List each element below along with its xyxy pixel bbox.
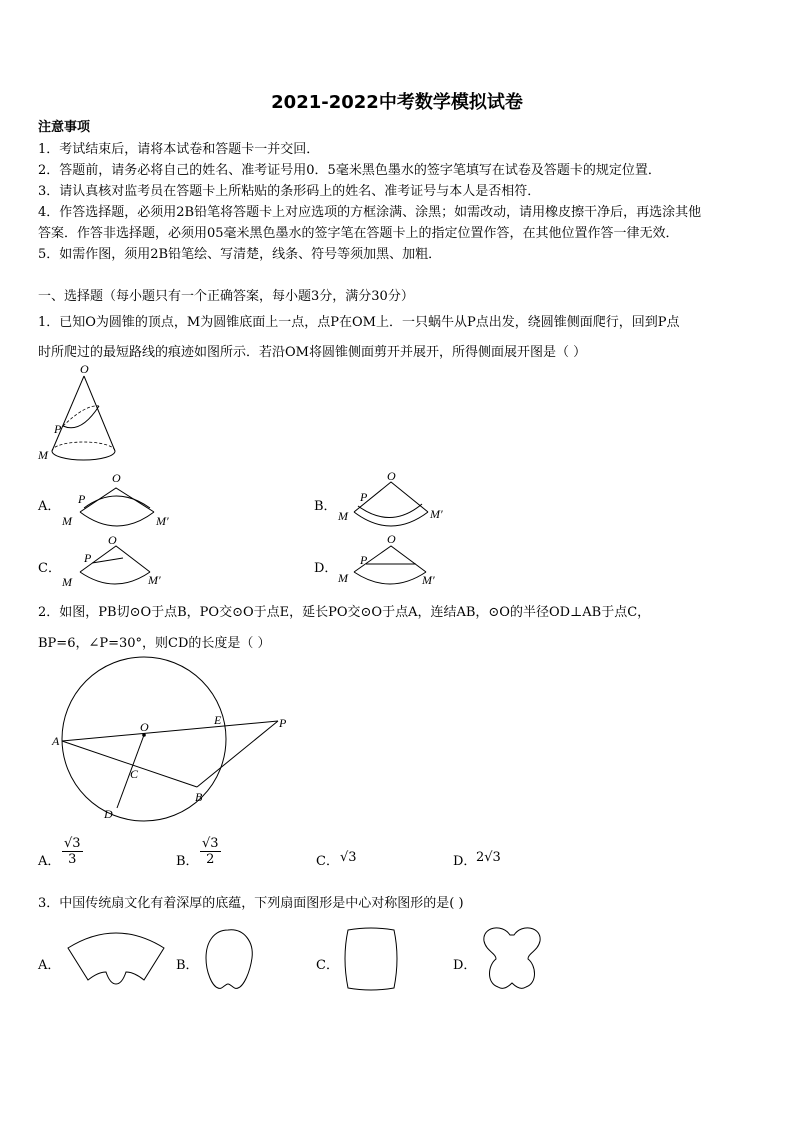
svg-text:P: P [84,551,92,565]
fan-shape-a [64,928,168,988]
svg-text:M′: M′ [430,507,443,521]
fan-shape-b [204,928,256,992]
q3-option-b-label: B． [176,958,199,973]
notice-heading: 注意事项 [38,120,91,135]
label-m: M [38,448,48,462]
cone-figure [36,362,116,470]
svg-text:C: C [130,767,139,781]
svg-text:P: P [360,553,368,567]
fan-shape-c [342,928,402,992]
notice-item: 答案．作答非选择题，必须用05毫米黑色墨水的签字笔在答题卡上的指定位置作答，在其他位置作答一律无效． [38,226,679,241]
option-b-label: B． [314,499,337,514]
svg-text:M′: M′ [156,514,169,528]
q2-option-d-label: D． [453,854,477,869]
q3-option-d-label: D． [453,958,477,973]
q3-option-c-label: C． [316,958,339,973]
svg-text:D: D [104,807,113,821]
label-p: P [54,422,62,436]
question-1-text: 时所爬过的最短路线的痕迹如图所示．若沿OM将圆锥侧面剪开并展开，所得侧面展开图是（ ） [38,345,587,360]
option-a-label: A． [38,499,61,514]
svg-text:B: B [195,790,203,804]
question-3-text: 3．中国传统扇文化有着深厚的底蕴，下列扇面图形是中心对称图形的是( ) [38,896,464,911]
question-2-text: BP=6，∠P=30°，则CD的长度是（ ） [38,636,271,651]
svg-text:M: M [62,575,72,589]
circle-tangent-figure [50,655,310,825]
svg-text:P: P [279,716,287,730]
q2-option-c-label: C． [316,854,339,869]
fan-option-a [60,470,190,530]
q2-option-a-value: $\frac{√3}{3}$ [64,836,81,867]
q2-option-c-value: √3 [340,850,357,865]
q2-option-a-label: A． [38,854,61,869]
svg-text:M: M [62,514,72,528]
svg-text:M: M [338,509,348,523]
svg-text:M′: M′ [422,573,435,587]
option-c-label: C． [38,561,61,576]
svg-text:A: A [52,734,60,748]
notice-item: 2．答题前，请务必将自己的姓名、准考证号用0．5毫米黑色墨水的签字笔填写在试卷及答题卡的规定位置． [38,163,661,178]
question-1-text: 1．已知O为圆锥的顶点，M为圆锥底面上一点，点P在OM上．一只蜗牛从P点出发，绕圆锥侧面爬行，回到P点 [38,315,680,330]
svg-text:O: O [387,469,396,483]
notice-item: 3．请认真核对监考员在答题卡上所粘贴的条形码上的姓名、准考证号与本人是否相符． [38,184,541,199]
svg-text:O: O [387,532,396,546]
section-heading: 一、选择题（每小题只有一个正确答案，每小题3分，满分30分） [38,289,414,304]
q3-option-a-label: A． [38,958,61,973]
option-d-label: D． [314,561,338,576]
notice-item: 5．如需作图，须用2B铅笔绘、写清楚，线条、符号等须加黑、加粗． [38,247,442,262]
q2-option-d-value: 2√3 [476,850,501,865]
fan-option-d [336,530,466,592]
label-o: O [80,362,89,376]
svg-text:O: O [108,533,117,547]
svg-text:P: P [78,492,86,506]
question-2-text: 2．如图，PB切⊙O于点B，PO交⊙O于点E，延长PO交⊙O于点A，连结AB，⊙O的半径OD⊥AB于点C， [38,605,651,620]
notice-item: 1．考试结束后，请将本试卷和答题卡一并交回． [38,142,320,157]
svg-text:M′: M′ [148,573,161,587]
page-title: 2021-2022中考数学模拟试卷 [271,92,523,113]
q2-option-b-value: $\frac{√3}{2}$ [202,836,219,867]
svg-text:O: O [140,720,149,734]
fan-option-b [336,468,466,532]
svg-text:P: P [360,490,368,504]
svg-text:E: E [214,713,222,727]
svg-text:M: M [338,571,348,585]
q2-option-b-label: B． [176,854,199,869]
svg-text:O: O [112,471,121,485]
notice-item: 4．作答选择题，必须用2B铅笔将答题卡上对应选项的方框涂满、涂黑；如需改动，请用橡皮擦干净后，再选涂其他 [38,205,702,220]
fan-option-c [60,532,190,592]
fan-shape-d [480,925,544,993]
